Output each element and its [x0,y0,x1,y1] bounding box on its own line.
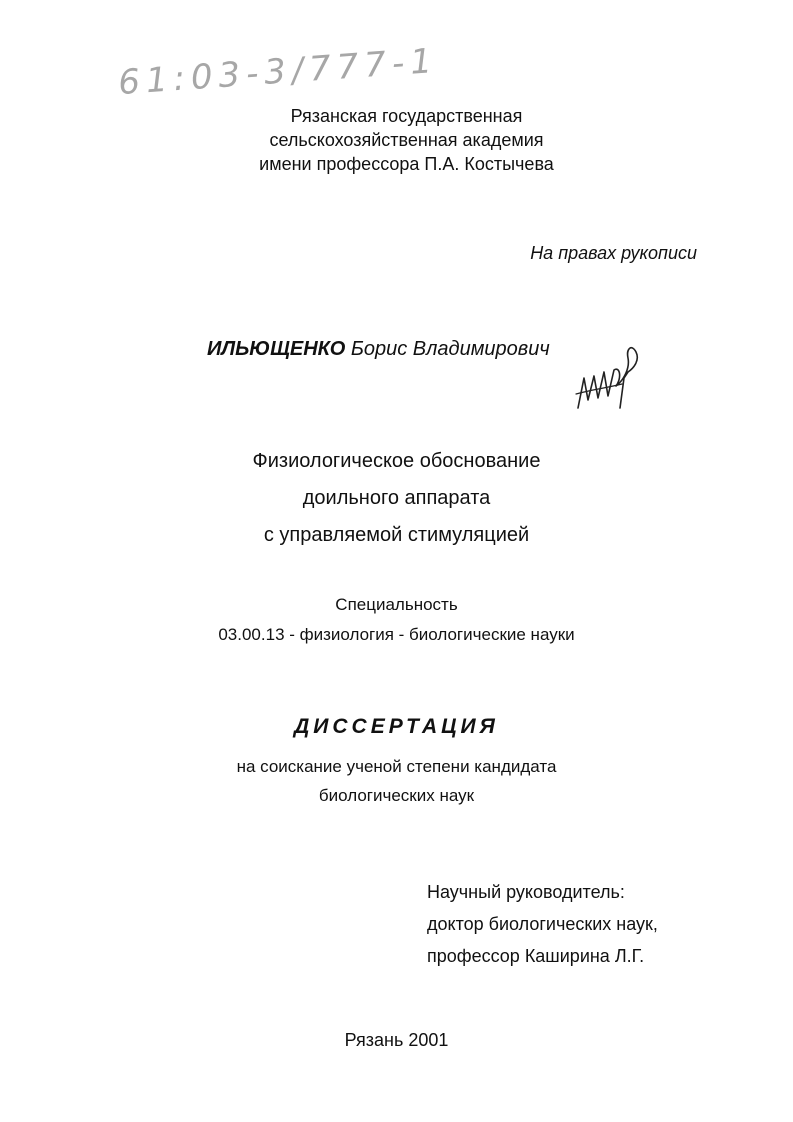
author-name [207,338,550,361]
library-stamp: 61:03-3/777-1 [116,40,440,104]
author-surname: ИЛЬЮЩЕНКО [207,338,346,360]
author-given-names: Борис Владимирович [350,338,550,360]
specialty-block [0,590,793,650]
institution-line: сельскохозяйственная академия [269,130,544,150]
author-signature [570,338,650,418]
degree-description [0,752,793,810]
degree-line: биологических наук [318,786,475,805]
place-and-year: Рязань 2001 [344,1030,449,1050]
specialty-label: Специальность [335,595,458,614]
title-line: доильного аппарата [302,487,491,509]
document-type-heading: ДИССЕРТАЦИЯ [294,715,499,738]
dissertation-title [0,443,793,554]
supervisor-line: Научный руководитель: [427,882,625,902]
rights-note: На правах рукописи [530,243,697,263]
institution-name [0,104,793,176]
institution-line: Рязанская государственная [290,106,523,126]
title-line: Физиологическое обоснование [252,450,541,472]
specialty-value: 03.00.13 - физиология - биологические науки [218,625,575,644]
supervisor-line: доктор биологических наук, [427,914,658,934]
title-line: с управляемой стимуляцией [263,524,530,546]
degree-line: на соискание ученой степени кандидата [236,757,557,776]
supervisor-block [427,876,658,972]
supervisor-line: профессор Каширина Л.Г. [427,946,645,966]
institution-line: имени профессора П.А. Костычева [259,154,554,174]
